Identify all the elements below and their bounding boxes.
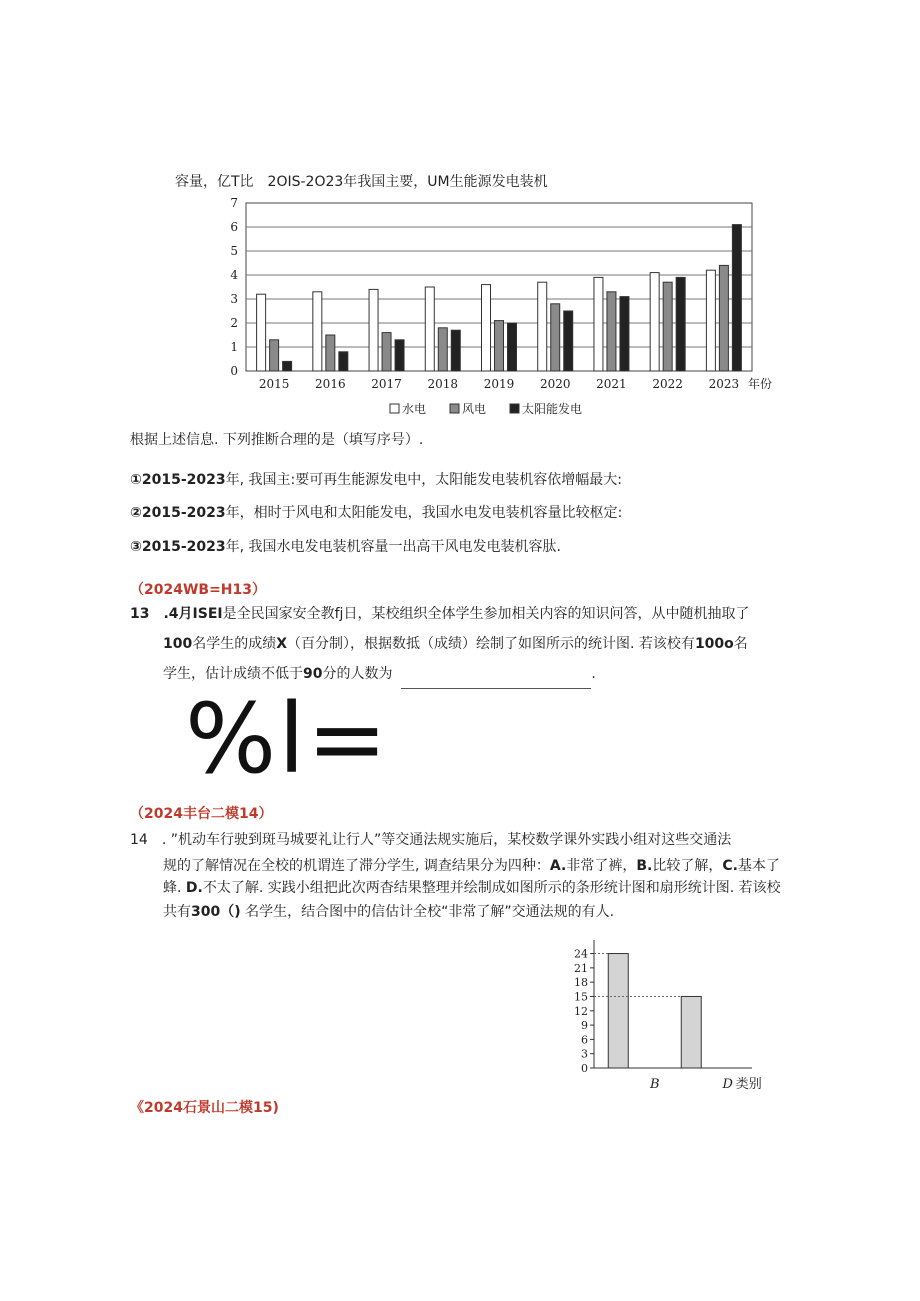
- q12-s1-text: 年, 我国主:要可再生能源发电中，太阳能发电装机容依增幅最大:: [225, 472, 622, 488]
- chart1-y-tick-label: 0: [230, 364, 238, 378]
- q14-opt-a: A.: [549, 858, 567, 874]
- chart1-bar-水电-2017: [369, 289, 378, 371]
- chart1-y-tick-label: 6: [230, 220, 238, 234]
- chart1-x-tick-label: 2015: [258, 377, 290, 391]
- q13-isei: ISEI: [192, 606, 223, 622]
- chart1-bar-风电-2017: [382, 333, 391, 371]
- chart1-x-axis-label: 年份: [748, 377, 773, 391]
- q14-line-1: 14 . ”机动车行驶到斑马城要礼让行人”等交通法规实施后，某校数学课外实践小组对这些交通法: [130, 832, 732, 848]
- q14-l2-e: 比较了解，: [652, 858, 723, 874]
- garbled-figure-text: %l=: [185, 683, 390, 795]
- q12-s3-text: 年, 我国水电发电装机容量一出高干风电发电装机容肽.: [225, 539, 561, 555]
- chart1-bar-水电-2019: [482, 285, 491, 371]
- chart1-legend-label: 太阳能发电: [522, 402, 583, 416]
- chart1-bar-太阳能发电-2015: [283, 361, 292, 371]
- q13-line-1: [130, 599, 749, 629]
- q13-l1-text: 是全民国家安全教fj日，某校组织全体学生参加相关内容的知识问答，从中随机抽取了: [222, 606, 750, 622]
- chart1-y-tick-label: 5: [230, 244, 238, 258]
- chart1-bar-太阳能发电-2016: [339, 352, 348, 371]
- q12-s2-text: 年，相时于风电和太阳能发电，我国水电发电装机容量比较枢定:: [225, 505, 623, 521]
- chart2-y-tick-label: 6: [581, 1033, 588, 1047]
- chart1-bar-风电-2022: [663, 282, 672, 371]
- q12-s1-num: ①2015-2023: [130, 472, 226, 488]
- chart1-x-tick-label: 2016: [315, 377, 346, 391]
- q13-l2-e: 100o: [694, 636, 734, 652]
- source-label-15: 《2024石景山二模15): [130, 1100, 279, 1116]
- q14-l2-c: 非常了裤，: [566, 858, 637, 874]
- q12-s2-num: ②2015-2023: [130, 505, 226, 521]
- chart2-y-tick-label: 21: [574, 961, 588, 975]
- q13-l2-d: （百分制），根据数抵（成绩）绘制了如图所示的统计图. 若该校有: [287, 636, 695, 652]
- chart2-x-tick-label: B: [649, 1077, 660, 1092]
- q12-intro: 根据上述信息. 下列推断合理的是（填写序号）.: [130, 432, 424, 448]
- q14-l4-c: 名学生，结合图中的信估计全校“非常了解”交通法规的有人.: [245, 904, 615, 920]
- chart1-legend-swatch-太阳能发电: [510, 404, 519, 413]
- q13-l3-c: 分的人数为: [322, 666, 393, 682]
- source-label-14: （2024丰台二模14）: [130, 806, 273, 822]
- chart1-bar-太阳能发电-2017: [395, 340, 404, 371]
- q12-statement-1: [130, 465, 622, 495]
- chart1-bar-风电-2020: [551, 304, 560, 371]
- q13-l2-a: 100: [163, 636, 193, 652]
- q13-l2-f: 名: [733, 636, 748, 652]
- q13-number: 13 .4月: [130, 606, 193, 622]
- chart1-legend-swatch-水电: [390, 404, 399, 413]
- chart1-title: 容量，亿T比 2OIS-2O23年我国主要，UM生能源发电装机: [175, 174, 548, 190]
- chart1-x-tick-label: 2017: [371, 377, 402, 391]
- chart1-x-tick-label: 2021: [596, 377, 627, 391]
- chart1-legend-swatch-风电: [450, 404, 459, 413]
- chart2-y-tick-label: 9: [581, 1019, 588, 1033]
- q13-l2-c: X: [276, 636, 288, 652]
- chart1-legend-label: 水电: [402, 402, 427, 416]
- chart2-y-tick-label: 0: [581, 1062, 588, 1075]
- q12-s3-num: ③2015-2023: [130, 539, 226, 555]
- chart2-y-tick-label: 15: [574, 990, 588, 1004]
- chart1-bar-水电-2018: [425, 287, 434, 371]
- q14-l2-a: 规的了解情况在全校的机谓连了滞分学生, 调查结果分为四种：: [163, 858, 550, 874]
- chart2-y-tick-label: 12: [574, 1004, 588, 1018]
- chart1-bar-风电-2015: [270, 340, 279, 371]
- chart1-bar-风电-2021: [607, 292, 616, 371]
- q12-statement-3: [130, 532, 561, 562]
- q14-l3-a: 蜂.: [163, 880, 182, 896]
- chart1-bar-太阳能发电-2021: [620, 297, 629, 371]
- q13-line-2: [163, 629, 748, 659]
- chart1-bar-太阳能发电-2018: [451, 330, 460, 371]
- chart1-y-tick-label: 3: [230, 292, 238, 306]
- q14-opt-b: B.: [636, 858, 653, 874]
- chart1-bar-风电-2019: [495, 321, 504, 371]
- q14-opt-d: D.: [185, 880, 203, 896]
- chart1-bar-太阳能发电-2019: [508, 323, 517, 371]
- chart1-bar-水电-2015: [257, 294, 266, 371]
- chart2-x-tick-label: D: [722, 1077, 733, 1092]
- q14-l2-g: 基本了: [737, 858, 780, 874]
- chart1-x-tick-label: 2018: [427, 377, 459, 391]
- chart1-bar-水电-2022: [650, 273, 659, 371]
- q14-opt-c: C.: [722, 858, 738, 874]
- q14-l3-c: 不太了解. 实践小组把此次两杳结果整理并绘制成如图所示的条形统计图和扇形统计图. 若该校: [202, 880, 781, 896]
- q14-l4-a: 共有: [163, 904, 191, 920]
- chart1-y-tick-label: 2: [230, 316, 238, 330]
- chart1-bar-水电-2023: [706, 270, 715, 371]
- q14-line-4: [163, 897, 614, 927]
- chart1-bar-水电-2021: [594, 277, 603, 371]
- chart1-bar-太阳能发电-2020: [564, 311, 573, 371]
- q13-l3-b: 90: [303, 666, 323, 682]
- chart1-x-tick-label: 2019: [483, 377, 515, 391]
- chart1-x-tick-label: 2020: [539, 377, 571, 391]
- q13-l3-a: 学生，估计成绩不低于: [163, 666, 303, 682]
- chart2-x-axis-label: 类别: [735, 1077, 762, 1092]
- q13-l2-b: 名学生的成绩: [192, 636, 277, 652]
- chart1-y-tick-label: 7: [230, 196, 238, 210]
- chart1-x-tick-label: 2023: [708, 377, 740, 391]
- source-label-13: （2024WB=H13）: [130, 582, 267, 598]
- chart2-y-tick-label: 18: [574, 976, 588, 990]
- chart1-bar-风电-2023: [719, 265, 728, 371]
- chart1-bar-风电-2016: [326, 335, 335, 371]
- chart1-y-tick-label: 4: [230, 268, 238, 282]
- chart1-bar-水电-2016: [313, 292, 322, 371]
- chart2-y-tick-label: 24: [574, 947, 588, 961]
- chart1-bar-太阳能发电-2022: [676, 277, 685, 371]
- q13-answer-blank[interactable]: [401, 672, 591, 689]
- chart1-bar-风电-2018: [438, 328, 447, 371]
- chart1-legend-label: 风电: [462, 402, 487, 416]
- q12-statement-2: [130, 498, 622, 528]
- chart1-bar-水电-2020: [538, 282, 547, 371]
- chart1-x-tick-label: 2022: [652, 377, 683, 391]
- q14-l4-b: 300（): [191, 904, 241, 920]
- q13-l3-end: .: [591, 666, 596, 682]
- chart2-y-tick-label: 3: [581, 1047, 588, 1061]
- chart1-y-tick-label: 1: [230, 340, 238, 354]
- chart1-bar-太阳能发电-2023: [732, 225, 741, 371]
